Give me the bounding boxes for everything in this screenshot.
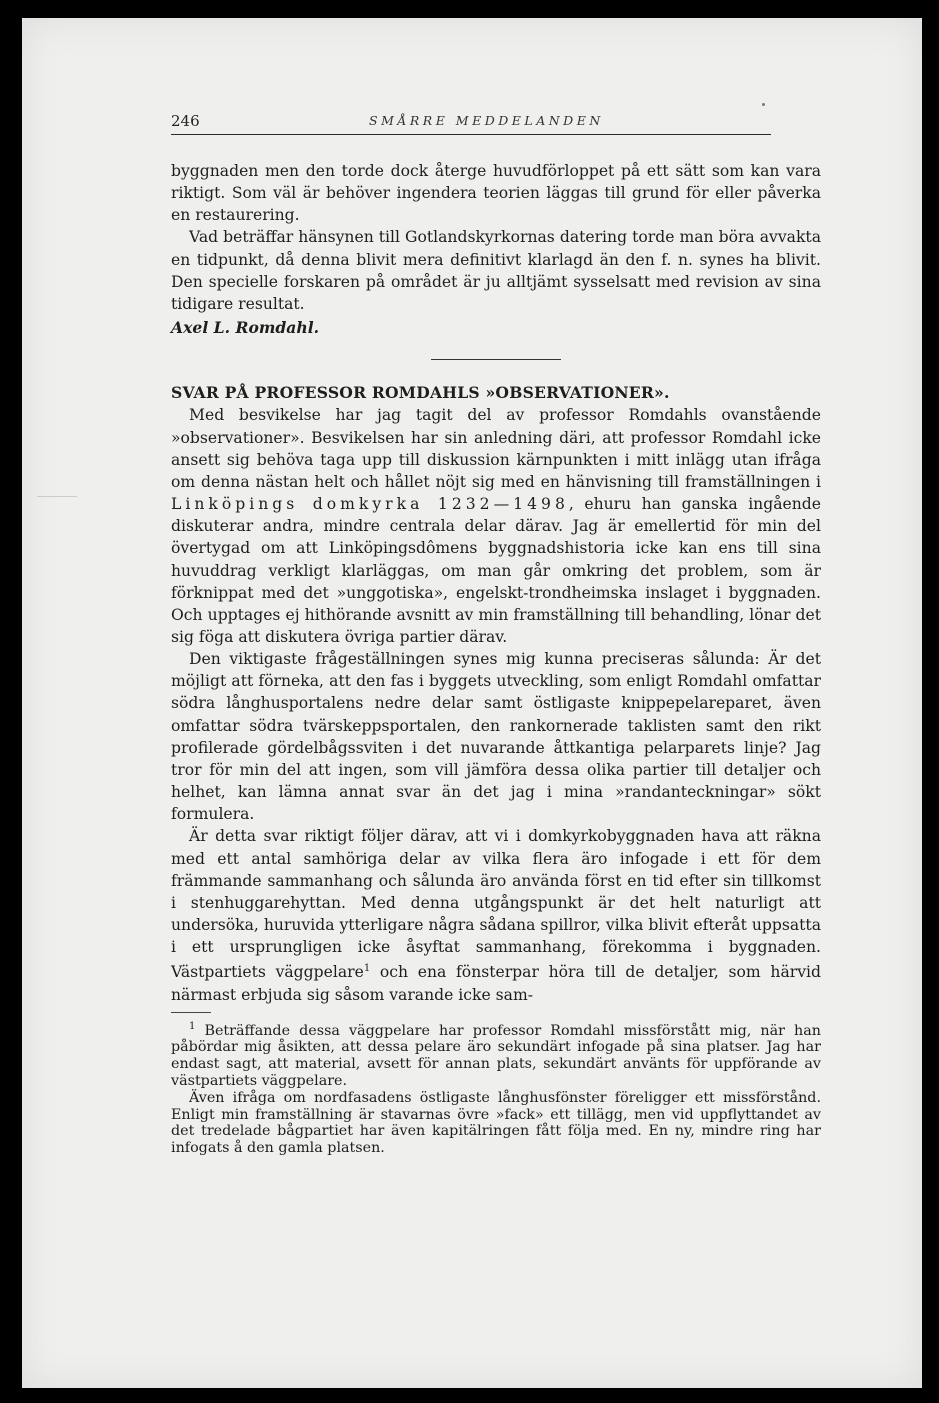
section-divider [431,359,561,360]
page-number: 246 [171,112,200,130]
page-header [171,112,771,135]
article2-p3-text-a: Är detta svar riktigt följer därav, att vi i domkyrkobyggnaden hava att räkna med ett antal samhöriga delar av vilka flera äro infogade i ett för dem främmande sammanhang och sålunda äro använda först en tid efter sin tillkomst i stenhuggarehyttan. Med denna utgångspunkt är det helt naturligt att undersöka, huruvida ytterligare några sådana spillror, vilka blivit efteråt uppsatta i ett ursprungligen icke åsyftat sammanhang, förekomma i byggnaden. Västpartiets väggpelare [171,827,821,982]
footnote-1-text: Beträffande dessa väggpelare har professor Romdahl missförstått mig, när han påbördar mig åsikten, att dessa pelare äro sekundärt infogade på sina platser. Jag har endast sagt, att material, avsett för annan plats, sekundärt använts för uppförande av västpartiets väggpelare. [171,1022,821,1089]
article1-paragraph-2: Vad beträffar hänsynen till Gotlandskyrkornas datering torde man böra avvakta en tidpunkt, då denna blivit mera definitivt klarlagd än den f. n. synes ha blivit. Den specielle forskaren på området är ju alltjämt sysselsatt med revision av sina tidigare resultat. [171,228,821,313]
section-title: SVAR PÅ PROFESSOR ROMDAHLS »OBSERVATIONER». [171,383,670,403]
article2-paragraph-1 [171,404,821,648]
book-title-spaced: Linköpings domkyrka 1232—1498 [171,495,569,514]
footnote-reference: 1 [363,963,371,975]
footnote-2: Även ifråga om nordfasadens östligaste långhusfönster föreligger ett missförstånd. Enligt min framställning är stavarnas övre »fack» ett tillägg, men vid uppflyttandet av det tredelade bågpartiet har även kapitälringen fått följa med. En ny, mindre ring har infogats å den gamla platsen. [171,1089,821,1157]
page-body [171,160,821,1157]
footnotes [171,1019,821,1157]
running-head: SMÅRRE MEDDELANDEN [369,113,604,128]
article2-p1-text-a: Med besvikelse har jag tagit del av professor Romdahls ovanstående »observationer». Besvikelsen har sin anledning däri, att professor Romdahl icke ansett sig behöva taga upp till diskussion kärnpunkten i mitt inlägg utan ifråga om denna nästan helt och hållet nöjt sig med en hänvisning till framställningen i [171,406,821,491]
footnote-1 [171,1019,821,1090]
article2-paragraph-3 [171,825,821,1005]
article2-p3-text-b: och ena fönsterpar höra till de detaljer, som härvid närmast erbjuda sig såsom varande icke sam- [171,963,821,1004]
footnote-marker: 1 [189,1020,196,1032]
article2-paragraph-2: Den viktigaste frågeställningen synes mig kunna preciseras sålunda: Är det möjligt att förneka, att den fas i byggets utveckling, som enligt Romdahl omfattar södra långhusportalens nedre delar samt östligaste knippepelareparet, även omfattar södra tvärskeppsportalen, den rankornerade taklisten samt den rikt profilerade gördelbågssviten i det nuvarande åttkantiga pelarparets linje? Jag tror för min del att ingen, som vill jämföra dessa olika partier till detaljer och helhet, kan lämna annat svar än det jag i mina »randanteckningar» sökt formulera. [171,650,821,824]
author-signature: Axel L. Romdahl. [171,318,320,338]
scan-speck [762,103,765,106]
footnote-rule [171,1012,211,1013]
article2-p1-text-b: , ehuru han ganska ingående diskuterar andra, mindre centrala delar därav. Jag är emellertid för min del övertygad om att Linköpingsdômens byggnadshistoria icke kan ens till sina huvuddrag verkligt klarläggas, om man går omkring det problem, som är förknippat med det »unggotiska», engelskt-trondheimska inslaget i byggnaden. Och upptages ej hithörande avsnitt av min framställning till behandling, lönar det sig föga att diskutera övriga partier därav. [171,495,821,646]
scan-mark [37,496,77,497]
article1-paragraph-1: byggnaden men den torde dock återge huvudförloppet på ett sätt som kan vara riktigt. Som väl är behöver ingendera teorien läggas till grund för eller påverka en restaurering. [171,162,821,225]
